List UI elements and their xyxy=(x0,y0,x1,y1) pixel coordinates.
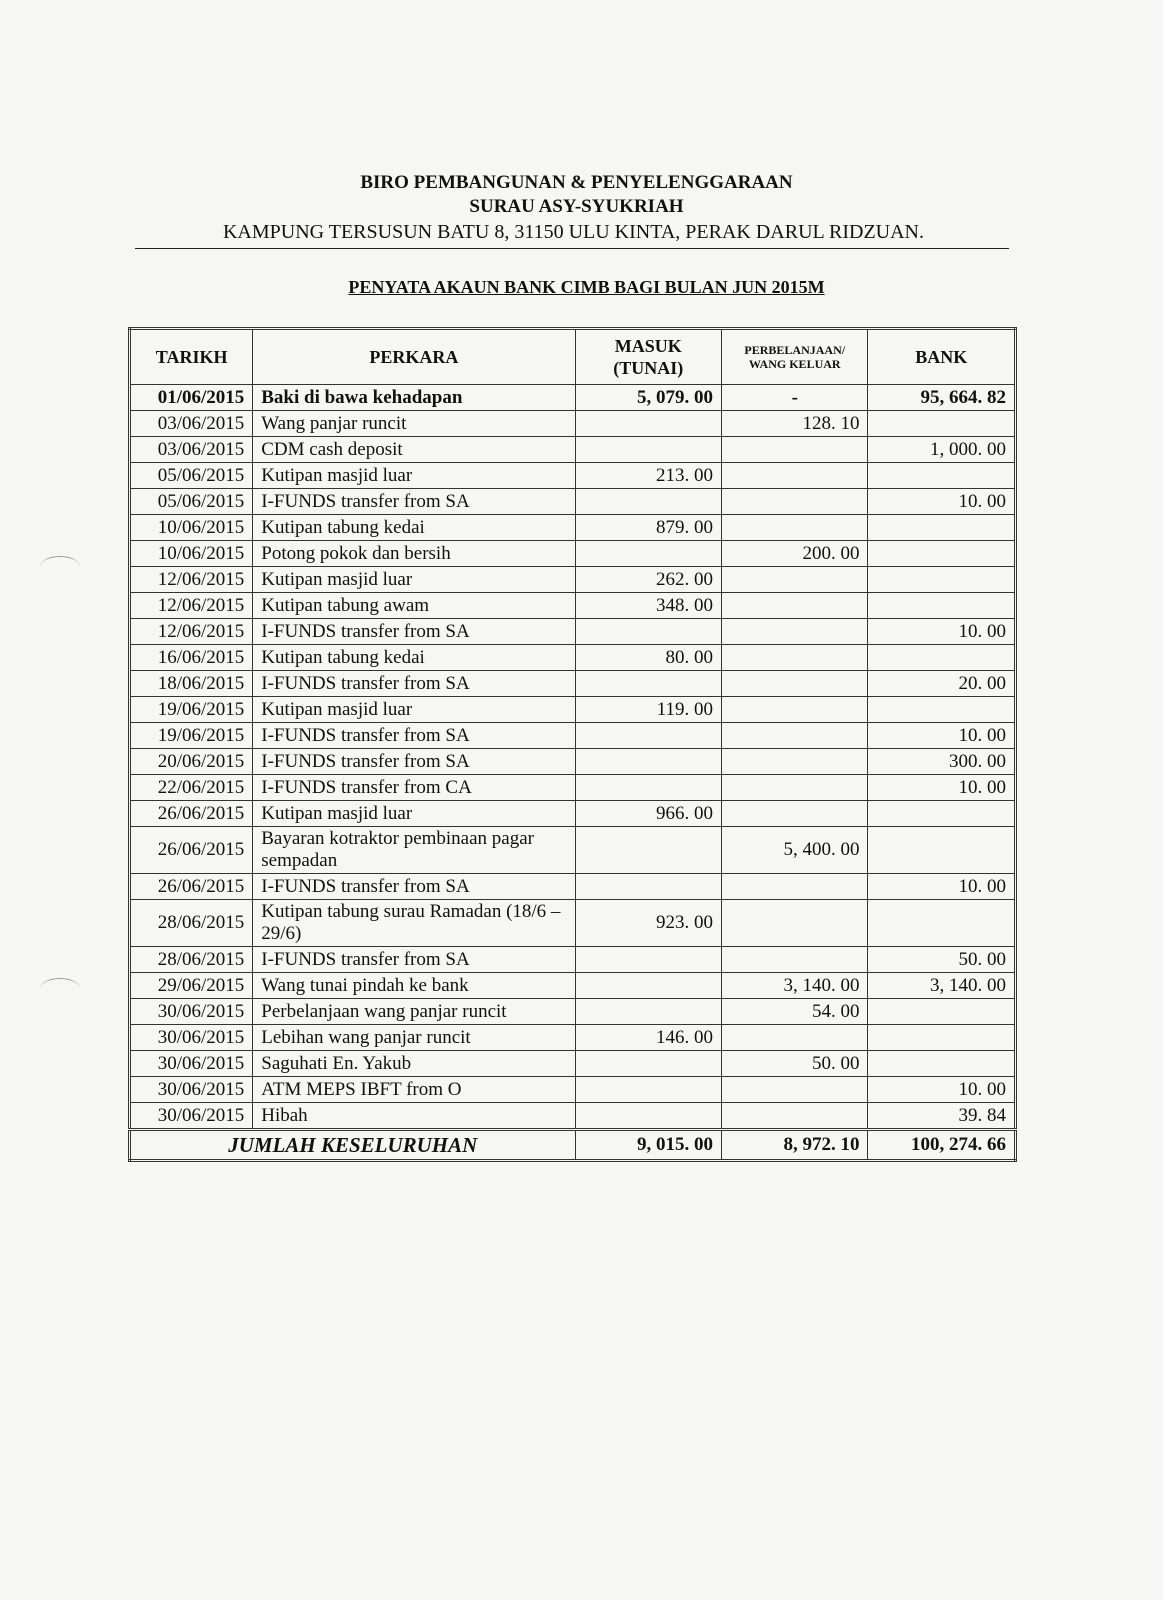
row-item: CDM cash deposit xyxy=(253,437,575,463)
surau-name: SURAU ASY-SYUKRIAH xyxy=(469,196,684,217)
row-date: 18/06/2015 xyxy=(130,671,253,697)
total-label: JUMLAH KESELURUHAN xyxy=(130,1130,576,1161)
row-bank: 50. 00 xyxy=(868,947,1016,973)
row-date: 12/06/2015 xyxy=(130,593,253,619)
row-bank xyxy=(868,593,1016,619)
row-item: I-FUNDS transfer from SA xyxy=(253,874,575,900)
table-row xyxy=(130,973,1016,999)
row-masuk xyxy=(575,411,721,437)
row-bank: 10. 00 xyxy=(868,775,1016,801)
row-masuk xyxy=(575,1051,721,1077)
row-keluar xyxy=(722,671,868,697)
row-masuk xyxy=(575,947,721,973)
row-date: 30/06/2015 xyxy=(130,1077,253,1103)
row-bank xyxy=(868,567,1016,593)
row-date: 26/06/2015 xyxy=(130,827,253,874)
row-date: 01/06/2015 xyxy=(130,385,253,411)
row-bank xyxy=(868,645,1016,671)
row-item: Perbelanjaan wang panjar runcit xyxy=(253,999,575,1025)
table-row xyxy=(130,900,1016,947)
row-item: I-FUNDS transfer from CA xyxy=(253,775,575,801)
row-keluar xyxy=(722,947,868,973)
row-bank xyxy=(868,1025,1016,1051)
row-keluar xyxy=(722,645,868,671)
row-keluar xyxy=(722,697,868,723)
row-date: 28/06/2015 xyxy=(130,900,253,947)
table-row xyxy=(130,489,1016,515)
row-bank xyxy=(868,827,1016,874)
row-keluar xyxy=(722,567,868,593)
table-row xyxy=(130,567,1016,593)
row-keluar xyxy=(722,619,868,645)
row-keluar xyxy=(722,1077,868,1103)
row-date: 29/06/2015 xyxy=(130,973,253,999)
row-item: I-FUNDS transfer from SA xyxy=(253,947,575,973)
statement-table xyxy=(128,327,1017,1162)
total-keluar: 8, 972. 10 xyxy=(722,1130,868,1161)
row-masuk xyxy=(575,999,721,1025)
row-item: Potong pokok dan bersih xyxy=(253,541,575,567)
table-row xyxy=(130,541,1016,567)
row-date: 05/06/2015 xyxy=(130,489,253,515)
row-bank: 39. 84 xyxy=(868,1103,1016,1130)
table-row xyxy=(130,671,1016,697)
row-date: 03/06/2015 xyxy=(130,411,253,437)
statement-title: PENYATA AKAUN BANK CIMB BAGI BULAN JUN 2015M xyxy=(348,277,825,297)
row-masuk xyxy=(575,437,721,463)
row-keluar xyxy=(722,593,868,619)
col-header-perkara: PERKARA xyxy=(253,329,575,385)
row-masuk: 80. 00 xyxy=(575,645,721,671)
row-date: 22/06/2015 xyxy=(130,775,253,801)
row-masuk xyxy=(575,541,721,567)
row-keluar: 128. 10 xyxy=(722,411,868,437)
row-date: 12/06/2015 xyxy=(130,619,253,645)
row-date: 28/06/2015 xyxy=(130,947,253,973)
table-row xyxy=(130,1103,1016,1130)
col-header-masuk: MASUK (TUNAI) xyxy=(575,329,721,385)
row-date: 19/06/2015 xyxy=(130,697,253,723)
address: KAMPUNG TERSUSUN BATU 8, 31150 ULU KINTA, PERAK DARUL RIDZUAN. xyxy=(222,221,924,243)
row-item: Saguhati En. Yakub xyxy=(253,1051,575,1077)
row-bank xyxy=(868,1051,1016,1077)
table-row xyxy=(130,463,1016,489)
row-date: 30/06/2015 xyxy=(130,1103,253,1130)
row-date: 10/06/2015 xyxy=(130,541,253,567)
row-item: Baki di bawa kehadapan xyxy=(253,385,575,411)
row-keluar: 5, 400. 00 xyxy=(722,827,868,874)
row-item: ATM MEPS IBFT from O xyxy=(253,1077,575,1103)
row-keluar xyxy=(722,489,868,515)
row-date: 03/06/2015 xyxy=(130,437,253,463)
row-date: 10/06/2015 xyxy=(130,515,253,541)
row-date: 16/06/2015 xyxy=(130,645,253,671)
row-masuk: 213. 00 xyxy=(575,463,721,489)
row-keluar xyxy=(722,1103,868,1130)
table-row xyxy=(130,1051,1016,1077)
row-item: Kutipan masjid luar xyxy=(253,801,575,827)
row-masuk xyxy=(575,973,721,999)
row-bank: 95, 664. 82 xyxy=(868,385,1016,411)
row-item: Kutipan masjid luar xyxy=(253,697,575,723)
table-row xyxy=(130,1077,1016,1103)
row-masuk xyxy=(575,1077,721,1103)
row-keluar xyxy=(722,723,868,749)
row-item: Kutipan tabung surau Ramadan (18/6 – 29/6) xyxy=(253,900,575,947)
row-bank: 1, 000. 00 xyxy=(868,437,1016,463)
table-row xyxy=(130,999,1016,1025)
row-masuk: 119. 00 xyxy=(575,697,721,723)
row-bank xyxy=(868,541,1016,567)
row-masuk: 923. 00 xyxy=(575,900,721,947)
row-date: 20/06/2015 xyxy=(130,749,253,775)
row-keluar xyxy=(722,801,868,827)
row-date: 26/06/2015 xyxy=(130,801,253,827)
row-masuk: 348. 00 xyxy=(575,593,721,619)
row-bank xyxy=(868,463,1016,489)
row-keluar: 3, 140. 00 xyxy=(722,973,868,999)
row-item: I-FUNDS transfer from SA xyxy=(253,723,575,749)
table-row xyxy=(130,775,1016,801)
row-item: I-FUNDS transfer from SA xyxy=(253,489,575,515)
row-item: Wang panjar runcit xyxy=(253,411,575,437)
row-item: Hibah xyxy=(253,1103,575,1130)
table-row xyxy=(130,749,1016,775)
row-date: 30/06/2015 xyxy=(130,999,253,1025)
row-masuk: 966. 00 xyxy=(575,801,721,827)
table-row xyxy=(130,411,1016,437)
col-header-tarikh: TARIKH xyxy=(130,329,253,385)
table-row xyxy=(130,645,1016,671)
row-bank xyxy=(868,801,1016,827)
row-item: Bayaran kotraktor pembinaan pagar sempadan xyxy=(253,827,575,874)
table-row xyxy=(130,1025,1016,1051)
row-bank xyxy=(868,515,1016,541)
row-item: Lebihan wang panjar runcit xyxy=(253,1025,575,1051)
row-item: Kutipan tabung kedai xyxy=(253,645,575,671)
row-masuk xyxy=(575,827,721,874)
row-bank: 10. 00 xyxy=(868,874,1016,900)
total-bank: 100, 274. 66 xyxy=(868,1130,1016,1161)
row-item: Kutipan tabung awam xyxy=(253,593,575,619)
table-row xyxy=(130,515,1016,541)
col-header-keluar: PERBELANJAAN/ WANG KELUAR xyxy=(722,329,868,385)
col-header-bank: BANK xyxy=(868,329,1016,385)
row-bank xyxy=(868,999,1016,1025)
table-row xyxy=(130,827,1016,874)
row-masuk: 146. 00 xyxy=(575,1025,721,1051)
table-header-row xyxy=(130,329,1016,385)
row-keluar xyxy=(722,749,868,775)
table-row xyxy=(130,385,1016,411)
row-keluar xyxy=(722,874,868,900)
row-bank xyxy=(868,411,1016,437)
row-date: 12/06/2015 xyxy=(130,567,253,593)
row-date: 05/06/2015 xyxy=(130,463,253,489)
row-bank xyxy=(868,900,1016,947)
row-masuk xyxy=(575,1103,721,1130)
row-bank: 300. 00 xyxy=(868,749,1016,775)
table-row xyxy=(130,593,1016,619)
punch-hole-mark xyxy=(40,556,80,577)
row-item: Kutipan masjid luar xyxy=(253,463,575,489)
header-divider xyxy=(135,248,1009,249)
row-bank: 10. 00 xyxy=(868,619,1016,645)
row-keluar: 54. 00 xyxy=(722,999,868,1025)
org-name: BIRO PEMBANGUNAN & PENYELENGGARAAN xyxy=(360,172,793,193)
total-masuk: 9, 015. 00 xyxy=(575,1130,721,1161)
total-row xyxy=(130,1130,1016,1161)
row-masuk xyxy=(575,723,721,749)
row-keluar xyxy=(722,1025,868,1051)
row-item: Kutipan tabung kedai xyxy=(253,515,575,541)
row-date: 30/06/2015 xyxy=(130,1051,253,1077)
row-keluar xyxy=(722,775,868,801)
row-masuk xyxy=(575,874,721,900)
row-bank: 10. 00 xyxy=(868,489,1016,515)
table-row xyxy=(130,723,1016,749)
row-bank: 20. 00 xyxy=(868,671,1016,697)
row-item: I-FUNDS transfer from SA xyxy=(253,749,575,775)
row-masuk: 5, 079. 00 xyxy=(575,385,721,411)
row-keluar xyxy=(722,463,868,489)
row-item: Kutipan masjid luar xyxy=(253,567,575,593)
row-masuk: 262. 00 xyxy=(575,567,721,593)
table-row xyxy=(130,947,1016,973)
row-bank xyxy=(868,697,1016,723)
table-row xyxy=(130,437,1016,463)
row-masuk xyxy=(575,749,721,775)
table-row xyxy=(130,874,1016,900)
table-row xyxy=(130,801,1016,827)
row-masuk xyxy=(575,489,721,515)
row-keluar xyxy=(722,437,868,463)
punch-hole-mark xyxy=(40,978,80,999)
table-row xyxy=(130,697,1016,723)
row-item: I-FUNDS transfer from SA xyxy=(253,671,575,697)
table-row xyxy=(130,619,1016,645)
row-date: 30/06/2015 xyxy=(130,1025,253,1051)
row-date: 19/06/2015 xyxy=(130,723,253,749)
row-item: Wang tunai pindah ke bank xyxy=(253,973,575,999)
row-keluar: 200. 00 xyxy=(722,541,868,567)
row-masuk xyxy=(575,671,721,697)
row-keluar xyxy=(722,900,868,947)
row-keluar: 50. 00 xyxy=(722,1051,868,1077)
row-date: 26/06/2015 xyxy=(130,874,253,900)
row-keluar: - xyxy=(722,385,868,411)
row-masuk: 879. 00 xyxy=(575,515,721,541)
row-bank: 10. 00 xyxy=(868,723,1016,749)
row-item: I-FUNDS transfer from SA xyxy=(253,619,575,645)
row-bank: 10. 00 xyxy=(868,1077,1016,1103)
row-masuk xyxy=(575,775,721,801)
row-keluar xyxy=(722,515,868,541)
row-masuk xyxy=(575,619,721,645)
row-bank: 3, 140. 00 xyxy=(868,973,1016,999)
